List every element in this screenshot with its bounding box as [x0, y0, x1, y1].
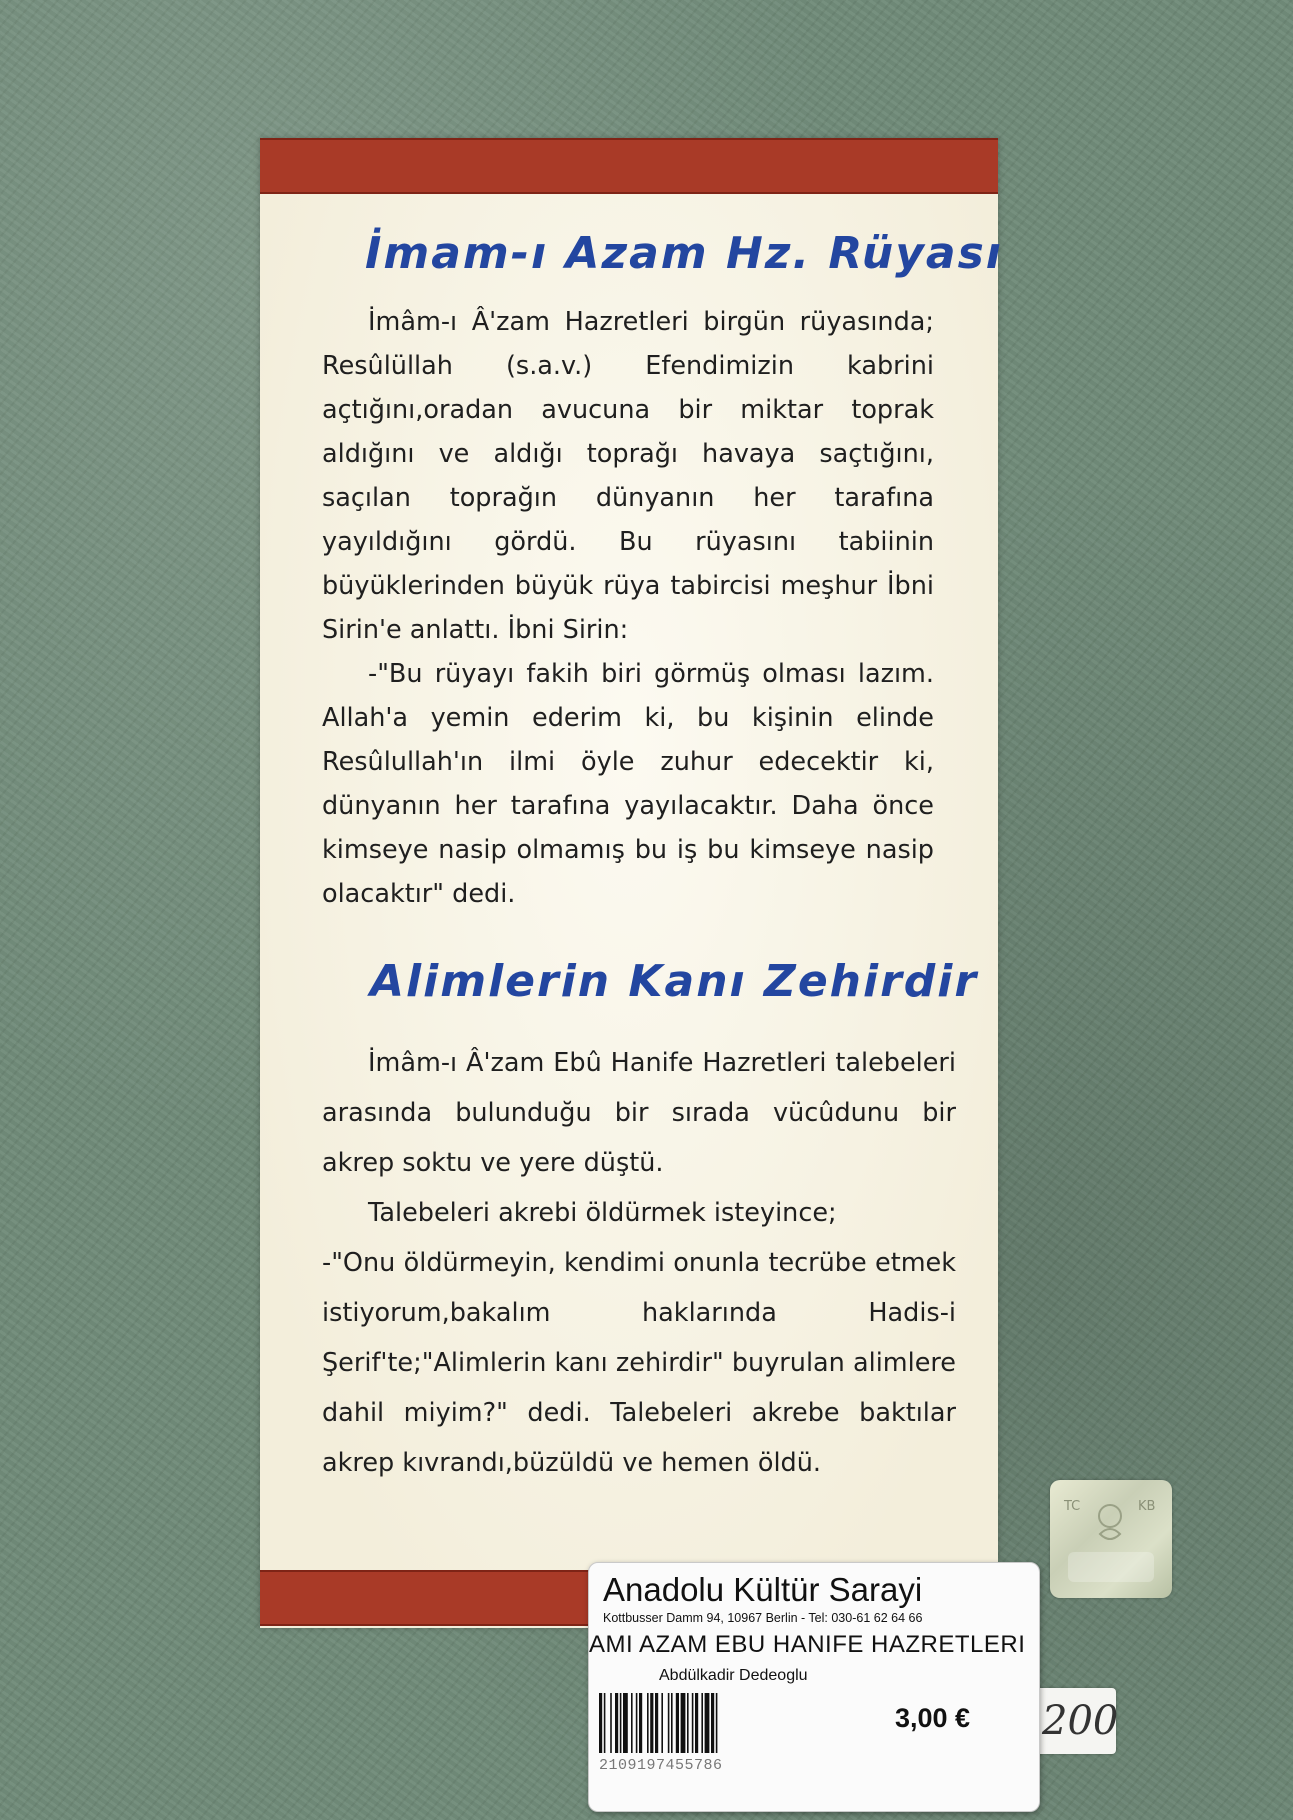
- book-author: Abdülkadir Dedeoglu: [659, 1667, 808, 1684]
- store-name: Anadolu Kültür Sarayi: [603, 1571, 923, 1608]
- story-scorpion-paragraph-1: İmâm-ı Â'zam Ebû Hanife Hazretleri talebeleri arasında bulunduğu bir sırada vücûdunu bir akrep soktu ve yere düştü.: [322, 1048, 956, 1178]
- handwritten-price: 200: [1042, 1698, 1119, 1744]
- story-dream-paragraph-1: İmâm-ı Â'zam Hazretleri birgün rüyasında; Resûlüllah (s.a.v.) Efendimizin kabrini açtığını,oradan avucuna bir miktar toprak aldığını ve aldığı toprağı havaya saçtığını, saçılan toprağın dünyanın her tarafına yayıldığını gördü. Bu rüyasını tabiinin büyüklerinden büyük rüya tabircisi meşhur İbni Sirin'e anlattı. İbni Sirin:: [322, 307, 934, 645]
- top-red-band: [260, 138, 998, 194]
- hologram-mark-left: TC: [1064, 1499, 1081, 1514]
- price-sticker: [588, 1562, 1040, 1812]
- story-scorpion-paragraph-2: Talebeleri akrebi öldürmek isteyince;: [368, 1198, 837, 1228]
- book-title: AMI AZAM EBU HANIFE HAZRETLERI: [589, 1631, 1026, 1658]
- story-scorpion-text: [322, 1038, 956, 1488]
- heading-imam-azam-dream: İmam-ı Azam Hz. Rüyası: [365, 228, 1003, 279]
- store-address: Kottbusser Damm 94, 10967 Berlin - Tel: 030-61 62 64 66: [603, 1611, 923, 1625]
- heading-scholars-blood: Alimlerin Kanı Zehirdir: [370, 956, 979, 1007]
- hologram-mark-right: KB: [1138, 1499, 1156, 1514]
- barcode-number: 2109197455786: [599, 1757, 723, 1774]
- story-dream-text: [322, 300, 934, 916]
- book-back-cover-panel: [260, 138, 1003, 1628]
- story-dream-paragraph-2: -"Bu rüyayı fakih biri görmüş olması lazım. Allah'a yemin ederim ki, bu kişinin elinde Resûlullah'ın ilmi öyle zuhur edecektir ki, dünyanın her tarafına yayılacaktır. Daha önce kimseye nasip olmamış bu iş bu kimseye nasip olacaktır" dedi.: [322, 659, 934, 909]
- price: 3,00 €: [895, 1703, 971, 1733]
- story-scorpion-paragraph-3: -"Onu öldürmeyin, kendimi onunla tecrübe etmek istiyorum,bakalım haklarında Hadis-i Şerif'te;"Alimlerin kanı zehirdir" buyrulan alimlere dahil miyim?" dedi. Talebeleri akrebe baktılar akrep kıvrandı,büzüldü ve hemen öldü.: [322, 1248, 956, 1478]
- barcode-icon: [597, 1693, 835, 1753]
- hologram-emblem-icon: [1050, 1480, 1172, 1598]
- handwritten-price-tag: [1034, 1688, 1119, 1754]
- hologram-sticker: [1050, 1480, 1172, 1598]
